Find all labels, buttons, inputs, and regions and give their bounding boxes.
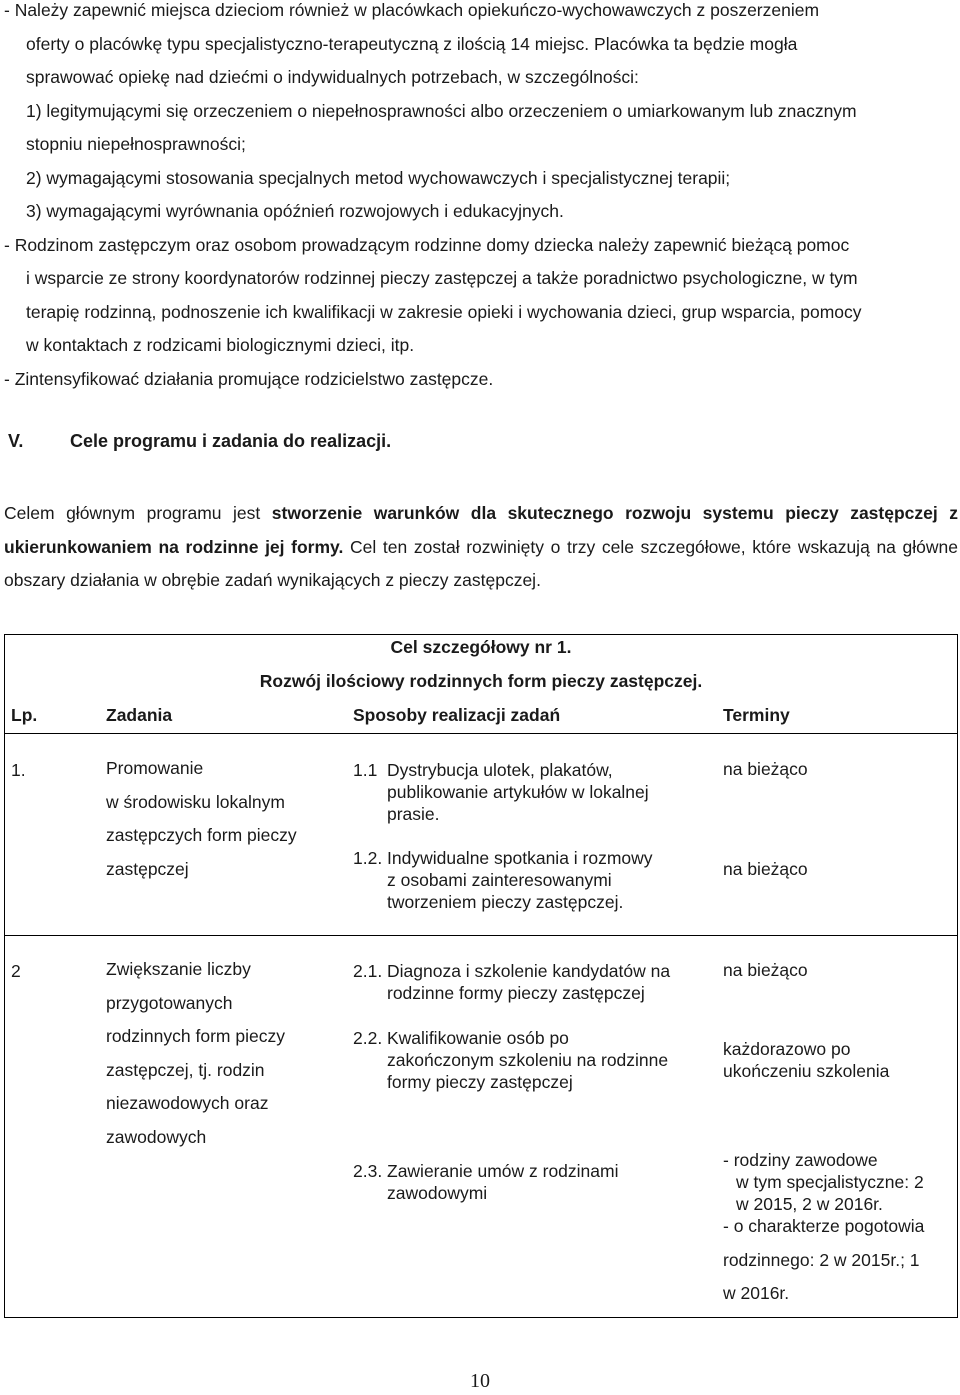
row1-sposob-2 (353, 847, 653, 913)
row2-termin-3-cont2: w 2016r. (723, 1283, 790, 1303)
goal-pre: Celem głównym programu jest (4, 503, 272, 523)
row2-sposob-2 (353, 1027, 668, 1093)
row2-lp: 2 (11, 961, 21, 981)
row2-termin-3-cont1: rodzinnego: 2 w 2015r.; 1 (723, 1250, 920, 1270)
section-number: V. (8, 431, 24, 451)
intro-p1-line3: sprawować opiekę nad dziećmi o indywidualnych potrzebach, w szczególności: (26, 67, 639, 87)
goal-post: Cel ten został rozwinięty o trzy cele szczegółowe, które wskazują na główne obszary działania w obrębie zadań wynikających z pieczy zastępczej. (4, 536, 959, 590)
row1-zadanie-line: zastępczej (106, 858, 189, 879)
intro-p1-line2: oferty o placówkę typu specjalistyczno-terapeutyczną z ilością 14 miejsc. Placówka ta będzie mogła (26, 33, 798, 54)
row2-zadanie-line: zastępczej, tj. rodzin (106, 1059, 265, 1080)
section-heading (8, 431, 391, 452)
sposob-line: publikowanie artykułów w lokalnej (387, 782, 649, 802)
intro-p2-line4: w kontaktach z rodzicami biologicznymi dzieci, itp. (26, 335, 415, 355)
page-number: 10 (470, 1370, 490, 1392)
sposob-number: 2.1. (353, 961, 383, 981)
intro-item1-line2: stopniu niepełnosprawności; (26, 134, 246, 154)
sposob-number: 1.1 (353, 760, 378, 780)
table-caption-2: Rozwój ilościowy rodzinnych form pieczy zastępczej. (259, 671, 703, 691)
intro-item3: 3) wymagającymi wyrównania opóźnień rozwojowych i edukacyjnych. (26, 201, 564, 221)
intro-item2: 2) wymagającymi stosowania specjalnych metod wychowawczych i specjalistycznej terapii; (26, 167, 731, 188)
row-rule (5, 935, 957, 936)
sposob-line: Indywidualne spotkania i rozmowy (387, 848, 653, 868)
sposob-line: Dystrybucja ulotek, plakatów, (387, 760, 613, 780)
sposob-line: Diagnoza i szkolenie kandydatów na (387, 961, 671, 981)
row2-sposob-1 (353, 960, 670, 1004)
sposob-number: 1.2. (353, 848, 383, 868)
termin-line: w tym specjalistyczne: 2 (736, 1172, 924, 1192)
row2-zadanie-line: zawodowych (106, 1126, 207, 1147)
row1-zadanie (106, 752, 297, 886)
row2-termin-1: na bieżąco (723, 960, 808, 980)
row1-termin-1: na bieżąco (723, 759, 808, 779)
sposob-line: formy pieczy zastępczej (387, 1072, 573, 1092)
intro-block (4, 0, 958, 396)
termin-line: ukończeniu szkolenia (723, 1061, 890, 1081)
sposob-line: tworzeniem pieczy zastępczej. (387, 892, 624, 912)
row1-sposob-1 (353, 759, 649, 825)
row2-sposob-3 (353, 1160, 618, 1204)
row2-zadanie (106, 953, 285, 1154)
sposob-line: Kwalifikowanie osób po (387, 1028, 569, 1048)
sposob-line: zakończonym szkoleniu na rodzinne (387, 1050, 669, 1070)
row1-termin-2: na bieżąco (723, 859, 808, 879)
sposob-line: z osobami zainteresowanymi (387, 870, 612, 890)
row1-zadanie-line: w środowisku lokalnym (106, 791, 285, 812)
sposob-line: zawodowymi (387, 1183, 488, 1203)
sposob-number: 2.2. (353, 1028, 383, 1048)
header-rule (5, 733, 957, 734)
row2-zadanie-line: przygotowanych (106, 992, 233, 1013)
row2-zadanie-line: rodzinnych form pieczy (106, 1026, 285, 1046)
row1-lp: 1. (11, 760, 26, 780)
sposob-line: prasie. (387, 804, 440, 824)
intro-p3: - Zintensyfikować działania promujące rodzicielstwo zastępcze. (4, 368, 494, 389)
goal-bold: stworzenie warunków dla skutecznego rozwoju systemu pieczy zastępczej z ukierunkowaniem na rodzinne jej formy. (4, 503, 958, 557)
termin-line: każdorazowo po (723, 1039, 851, 1059)
row2-zadanie-line: niezawodowych oraz (106, 1093, 269, 1113)
sposob-line: Zawieranie umów z rodzinami (387, 1161, 619, 1181)
main-goal-paragraph (4, 497, 958, 598)
row1-zadanie-line: Promowanie (106, 758, 204, 778)
row2-zadanie-line: Zwiększanie liczby (106, 959, 251, 979)
intro-p2-line3: terapię rodzinną, podnoszenie ich kwalifikacji w zakresie opieki i wychowania dzieci, grup wsparcia, pomocy (26, 301, 862, 322)
sposob-line: rodzinne formy pieczy zastępczej (387, 983, 645, 1003)
intro-p2-line2: i wsparcie ze strony koordynatorów rodzinnej pieczy zastępczej a także poradnictwo psychologiczne, w tym (26, 268, 858, 288)
section-title: Cele programu i zadania do realizacji. (70, 431, 392, 451)
table-caption-1: Cel szczegółowy nr 1. (390, 637, 572, 657)
row1-zadanie-line: zastępczych form pieczy (106, 825, 297, 845)
goal-table (4, 634, 958, 1318)
header-terminy: Terminy (723, 705, 790, 725)
intro-p1-line1: - Należy zapewnić miejsca dzieciom również w placówkach opiekuńczo-wychowawczych z poszerzeniem (4, 0, 820, 20)
header-lp: Lp. (11, 705, 38, 725)
header-sposoby: Sposoby realizacji zadań (353, 705, 561, 725)
row2-termin-3 (723, 1149, 924, 1237)
row2-termin-2 (723, 1038, 889, 1082)
intro-p2-line1: - Rodzinom zastępczym oraz osobom prowadzącym rodzinne domy dziecka należy zapewnić bieżącą pomoc (4, 234, 850, 255)
termin-line: w 2015, 2 w 2016r. (736, 1194, 883, 1214)
termin-line: - o charakterze pogotowia (723, 1216, 925, 1236)
header-zadania: Zadania (106, 705, 173, 725)
termin-line: - rodziny zawodowe (723, 1150, 878, 1170)
sposob-number: 2.3. (353, 1161, 383, 1181)
intro-item1-line1: 1) legitymującymi się orzeczeniem o niepełnosprawności albo orzeczeniem o umiarkowanym lub znacznym (26, 100, 857, 121)
